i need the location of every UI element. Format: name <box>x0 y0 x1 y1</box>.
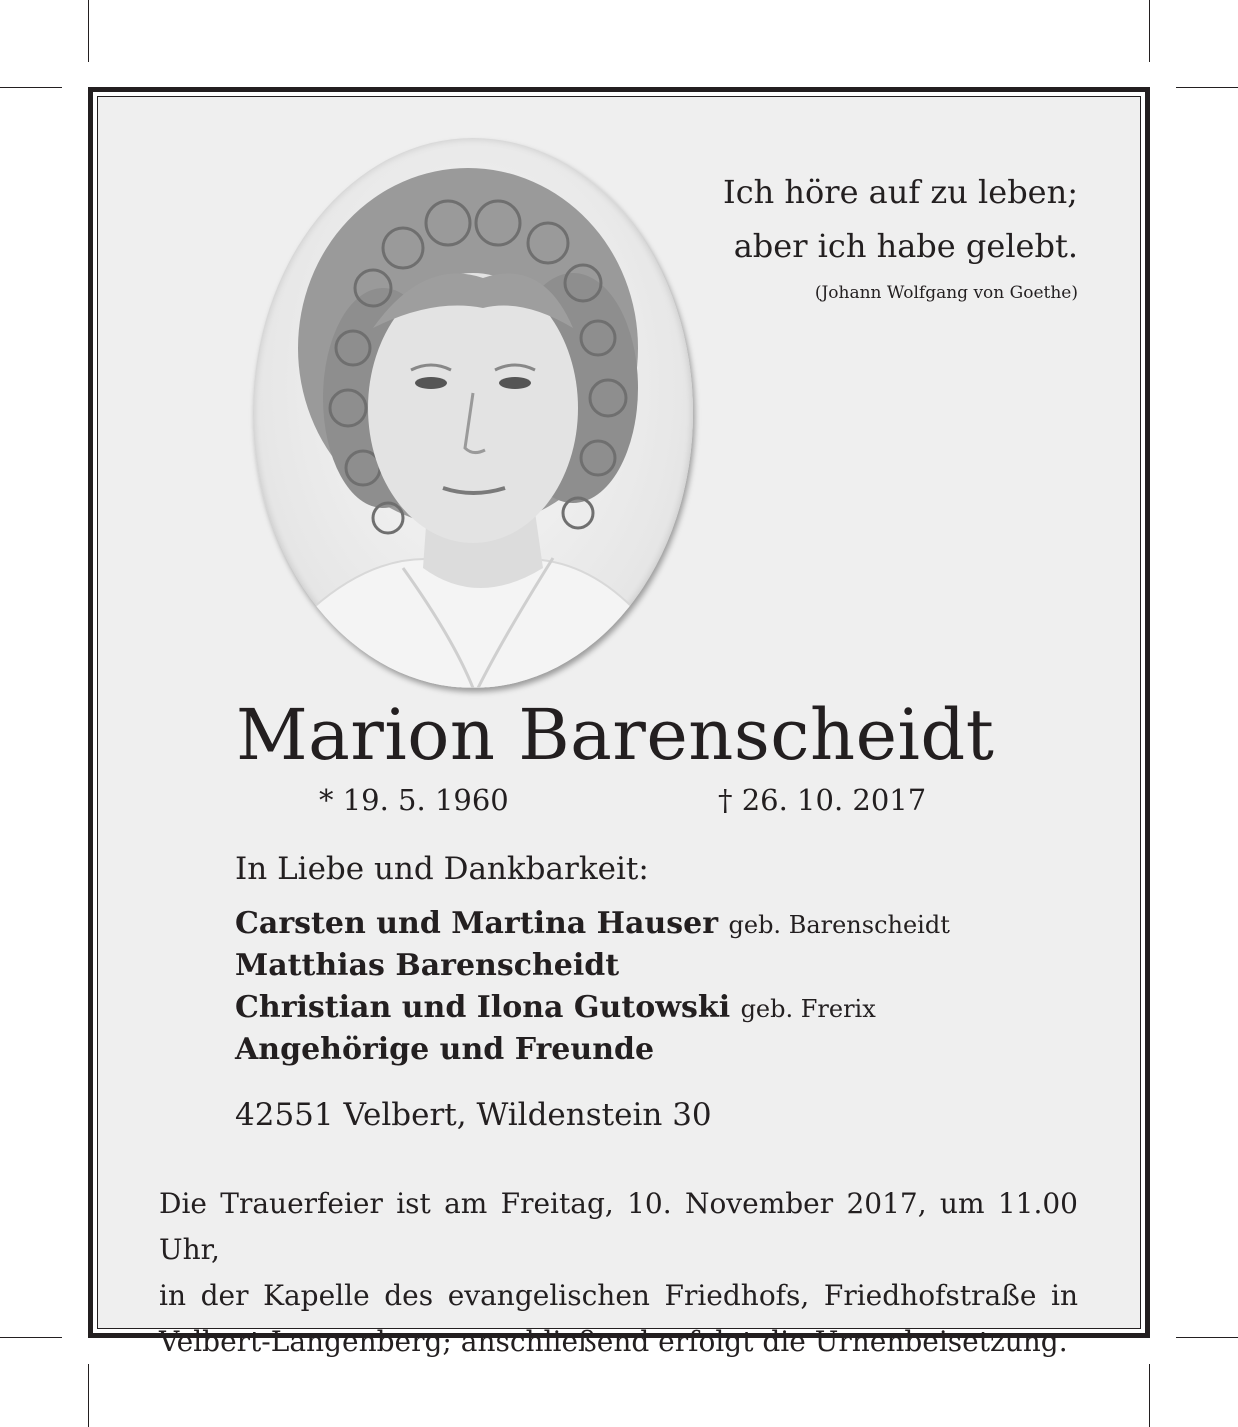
address: 42551 Velbert, Wildenstein 30 <box>235 1097 712 1133</box>
crop-mark <box>88 0 89 62</box>
mourner-name: Matthias Barenscheidt <box>235 948 620 983</box>
mourners-list <box>235 903 950 1071</box>
crop-mark <box>88 1364 89 1427</box>
obituary-panel <box>97 96 1141 1358</box>
thanks-line: In Liebe und Dankbarkeit: <box>235 851 649 887</box>
crop-mark <box>1149 0 1150 62</box>
quote-line-1: Ich höre auf zu leben; <box>723 173 1078 211</box>
crop-mark <box>1149 1364 1150 1427</box>
mourner-name: Christian und Ilona Gutowski <box>235 990 731 1025</box>
mourner-name: Carsten und Martina Hauser <box>235 906 719 941</box>
crop-mark <box>0 1337 62 1338</box>
mourner-entry <box>235 945 950 987</box>
mourner-note: geb. Frerix <box>740 995 876 1023</box>
quote-line-2: aber ich habe gelebt. <box>733 227 1078 265</box>
ceremony-line-3: Velbert-Langenberg; anschließend erfolgt die Urnenbeisetzung. <box>159 1325 1068 1358</box>
death-date: † 26. 10. 2017 <box>718 783 927 817</box>
obituary-frame <box>88 87 1150 1358</box>
crop-mark <box>0 87 62 88</box>
crop-mark <box>1176 87 1238 88</box>
mourner-entry <box>235 987 950 1029</box>
mourner-note: geb. Barenscheidt <box>728 911 950 939</box>
quote-source: (Johann Wolfgang von Goethe) <box>814 283 1078 303</box>
mourner-entry <box>235 903 950 945</box>
mourner-name: Angehörige und Freunde <box>235 1032 655 1067</box>
mourner-entry <box>235 1029 950 1071</box>
portrait-image <box>253 138 693 688</box>
ceremony-line-1: Die Trauerfeier ist am Freitag, 10. November 2017, um 11.00 Uhr, <box>159 1187 1078 1266</box>
portrait-photo <box>253 138 693 688</box>
ceremony-notice <box>159 1181 1078 1365</box>
crop-mark <box>1176 1337 1238 1338</box>
birth-date: * 19. 5. 1960 <box>319 783 509 817</box>
deceased-name: Marion Barenscheidt <box>236 694 995 776</box>
ceremony-line-2: in der Kapelle des evangelischen Friedhofs, Friedhofstraße in <box>159 1279 1078 1312</box>
